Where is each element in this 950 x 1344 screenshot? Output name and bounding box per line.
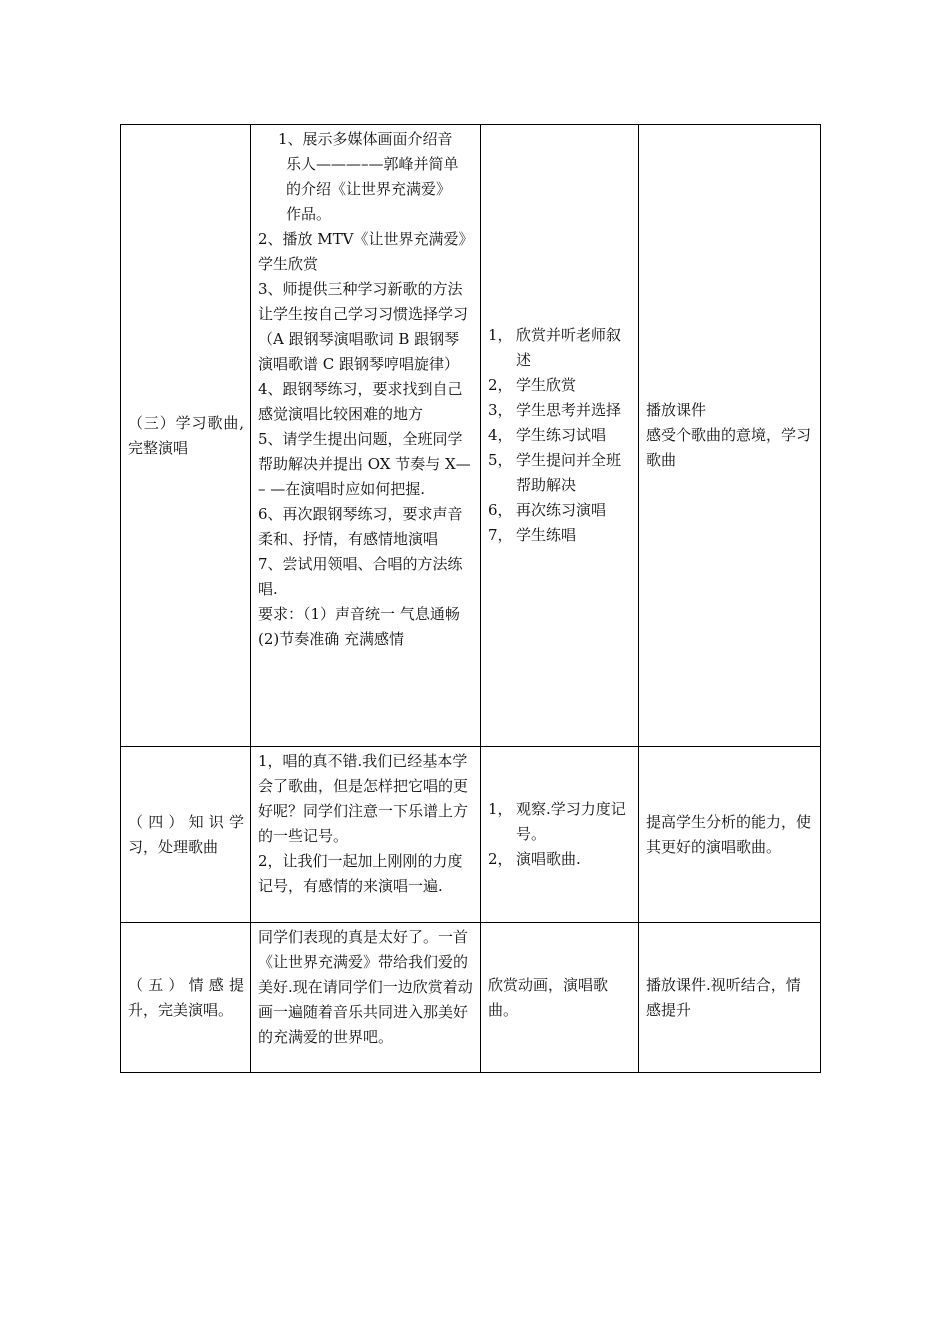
teacher-step-1: 1，唱的真不错.我们已经基本学会了歌曲，但是怎样把它唱的更好呢？同学们注意一下乐谱上方的一些记号。 [258, 752, 469, 845]
design-intent-cell [639, 747, 821, 923]
student-item: 1， 欣赏并听老师叙述 [488, 326, 622, 369]
student-activity-cell [481, 747, 639, 923]
student-item: 2， 学生欣赏 [488, 376, 577, 394]
stage-cell [121, 923, 251, 1073]
student-item: 5， 学生提问并全班帮助解决 [488, 451, 622, 494]
student-activity-cell [481, 923, 639, 1073]
teacher-requirements: 要求：（1）声音统一 气息通畅(2)节奏准确 充满感情 [258, 605, 460, 648]
teacher-step-4: 4、跟钢琴练习，要求找到自己感觉演唱比较困难的地方 [258, 380, 463, 423]
teacher-step-7: 7、尝试用领唱、合唱的方法练唱. [258, 555, 463, 598]
table-row [121, 125, 821, 747]
student-item: 1， 观察.学习力度记号。 [488, 800, 626, 843]
intent-line: 提高学生分析的能力，使其更好的演唱歌曲。 [646, 812, 812, 856]
stage-label: （三）学习歌曲,完整演唱 [128, 413, 244, 457]
student-text: 欣赏动画，演唱歌曲。 [488, 975, 609, 1019]
stage-label: （五）情感提升，完美演唱。 [128, 975, 244, 1019]
table-row [121, 747, 821, 923]
teacher-step-1-line-1: 1、展示多媒体画面介绍音 [278, 130, 453, 148]
teacher-step-2: 2、播放 MTV《让世界充满爱》学生欣赏 [258, 230, 474, 273]
student-activity-cell [481, 125, 639, 747]
teacher-step-5: 5、请学生提出问题，全班同学帮助解决并提出 OX 节奏与 X— – —在演唱时应如何把握. [258, 430, 471, 498]
teacher-step-1-line-4: 作品。 [286, 205, 332, 223]
teacher-step-3: 3、师提供三种学习新歌的方法让学生按自己学习习惯选择学习（A 跟钢琴演唱歌词 B 跟钢琴演唱歌谱 C 跟钢琴哼唱旋律） [258, 280, 469, 373]
student-item: 7， 学生练唱 [488, 526, 577, 544]
teacher-activity-cell [251, 125, 481, 747]
student-item: 6， 再次练习演唱 [488, 501, 607, 519]
student-item: 2， 演唱歌曲. [488, 850, 581, 868]
teacher-step-2: 2，让我们一起加上刚刚的力度记号，有感情的来演唱一遍. [258, 852, 463, 895]
stage-cell [121, 125, 251, 747]
intent-line: 播放课件.视听结合，情感提升 [646, 975, 801, 1019]
teacher-step-1-line-3: 的介绍《让世界充满爱》 [286, 180, 452, 198]
design-intent-cell [639, 923, 821, 1073]
teacher-activity-cell [251, 747, 481, 923]
student-item: 3， 学生思考并选择 [488, 401, 622, 419]
intent-line: 播放课件 [646, 401, 707, 419]
teacher-step-6: 6、再次跟钢琴练习，要求声音柔和、抒情，有感情地演唱 [258, 505, 463, 548]
stage-cell [121, 747, 251, 923]
student-item: 4， 学生练习试唱 [488, 426, 607, 444]
teacher-text: 同学们表现的真是太好了。一首《让世界充满爱》带给我们爱的美好.现在请同学们一边欣赏着动画一遍随着音乐共同进入那美好的充满爱的世界吧。 [258, 928, 473, 1046]
intent-line: 感受个歌曲的意境，学习歌曲 [646, 426, 812, 469]
stage-label: （四）知识学习，处理歌曲 [128, 812, 244, 856]
lesson-plan-table [120, 124, 821, 1073]
teacher-step-1-line-2: 乐人———–—郭峰并简单 [286, 155, 459, 173]
design-intent-cell [639, 125, 821, 747]
table-row [121, 923, 821, 1073]
teacher-activity-cell [251, 923, 481, 1073]
